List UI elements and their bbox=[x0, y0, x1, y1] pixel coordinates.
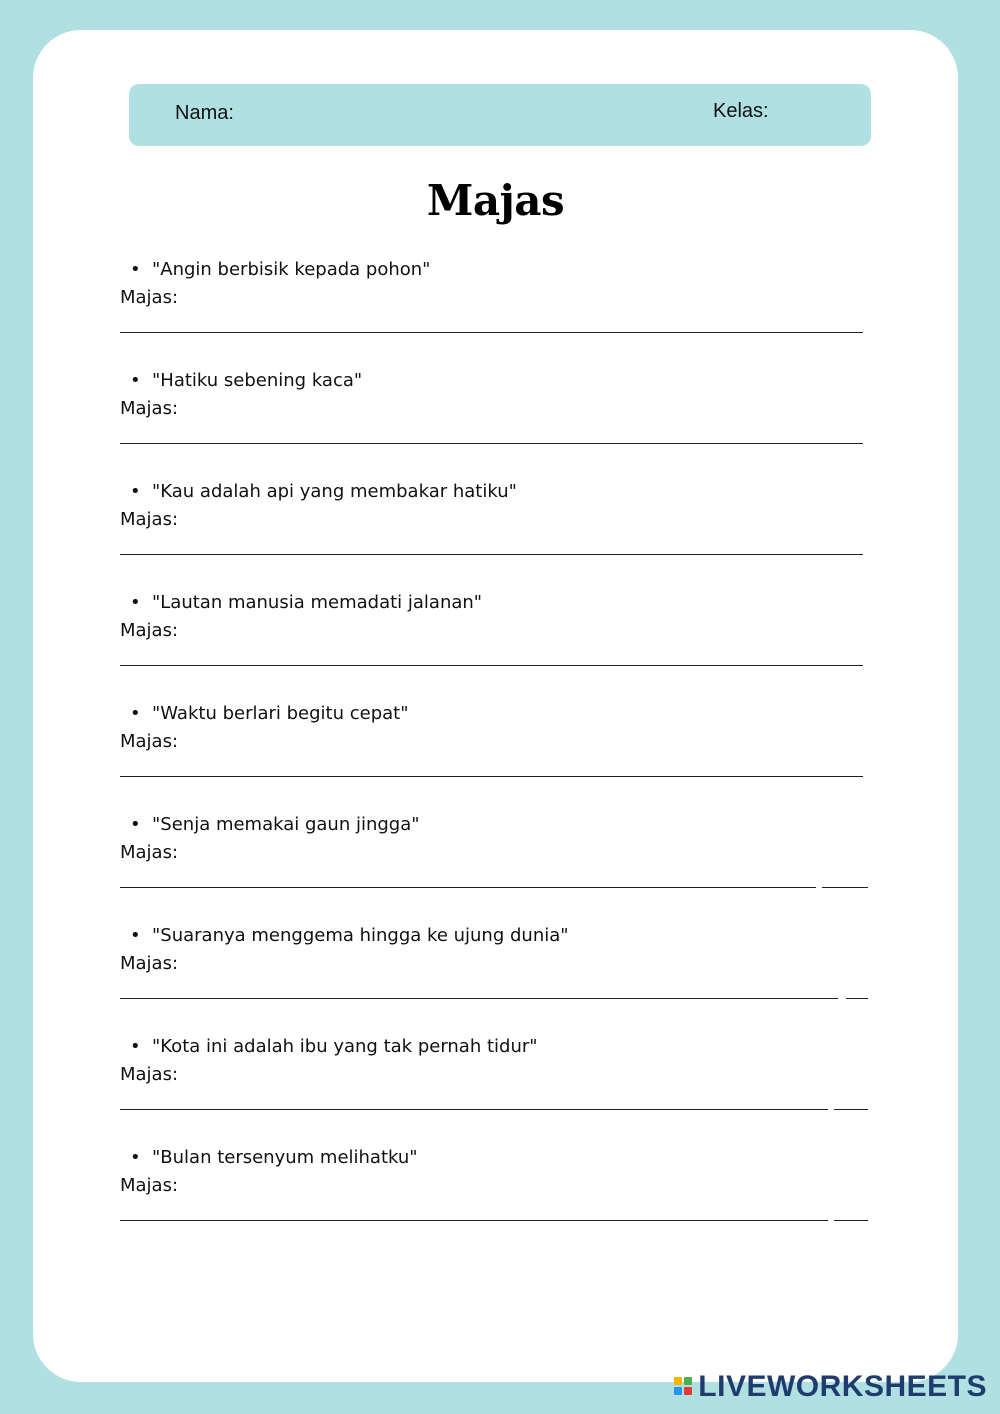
liveworksheets-brand[interactable] bbox=[674, 1370, 987, 1404]
question-quote: • "Lautan manusia memadati jalanan" bbox=[132, 591, 482, 615]
answer-line-tail[interactable] bbox=[834, 1109, 868, 1110]
answer-line[interactable] bbox=[120, 332, 863, 333]
answer-line[interactable] bbox=[120, 1220, 828, 1221]
question-item bbox=[120, 369, 880, 480]
question-quote: • "Bulan tersenyum melihatku" bbox=[132, 1146, 418, 1170]
answer-label: Majas: bbox=[120, 620, 179, 641]
answer-line[interactable] bbox=[120, 887, 816, 888]
answer-label: Majas: bbox=[120, 1175, 179, 1196]
answer-line-tail[interactable] bbox=[834, 1220, 868, 1221]
question-item bbox=[120, 480, 880, 591]
question-list bbox=[120, 258, 880, 1257]
answer-line-tail[interactable] bbox=[822, 887, 868, 888]
liveworksheets-logo-icon bbox=[674, 1375, 694, 1399]
answer-line[interactable] bbox=[120, 443, 863, 444]
question-item bbox=[120, 591, 880, 702]
question-quote: • "Suaranya menggema hingga ke ujung dunia" bbox=[132, 924, 569, 948]
answer-line[interactable] bbox=[120, 554, 863, 555]
answer-label: Majas: bbox=[120, 287, 179, 308]
question-quote: • "Kau adalah api yang membakar hatiku" bbox=[132, 480, 517, 504]
question-quote: • "Angin berbisik kepada pohon" bbox=[132, 258, 430, 282]
question-quote: • "Senja memakai gaun jingga" bbox=[132, 813, 420, 837]
answer-label: Majas: bbox=[120, 953, 179, 974]
answer-line[interactable] bbox=[120, 665, 863, 666]
answer-line[interactable] bbox=[120, 998, 838, 999]
answer-label: Majas: bbox=[120, 842, 179, 863]
name-label: Nama: bbox=[175, 102, 234, 124]
page-title: Majas bbox=[426, 176, 565, 225]
question-quote: • "Kota ini adalah ibu yang tak pernah tidur" bbox=[132, 1035, 538, 1059]
answer-label: Majas: bbox=[120, 398, 179, 419]
answer-line-tail[interactable] bbox=[846, 998, 868, 999]
question-item bbox=[120, 813, 880, 924]
class-label: Kelas: bbox=[713, 100, 769, 122]
question-quote: • "Waktu berlari begitu cepat" bbox=[132, 702, 409, 726]
brand-text: LIVEWORKSHEETS bbox=[698, 1370, 987, 1403]
answer-label: Majas: bbox=[120, 731, 179, 752]
question-item bbox=[120, 1035, 880, 1146]
question-item bbox=[120, 924, 880, 1035]
answer-line[interactable] bbox=[120, 776, 863, 777]
answer-line[interactable] bbox=[120, 1109, 828, 1110]
worksheet-page bbox=[33, 30, 958, 1382]
question-quote: • "Hatiku sebening kaca" bbox=[132, 369, 362, 393]
answer-label: Majas: bbox=[120, 509, 179, 530]
question-item bbox=[120, 258, 880, 369]
question-item bbox=[120, 702, 880, 813]
question-item bbox=[120, 1146, 880, 1257]
student-info-bar bbox=[129, 84, 871, 146]
answer-label: Majas: bbox=[120, 1064, 179, 1085]
